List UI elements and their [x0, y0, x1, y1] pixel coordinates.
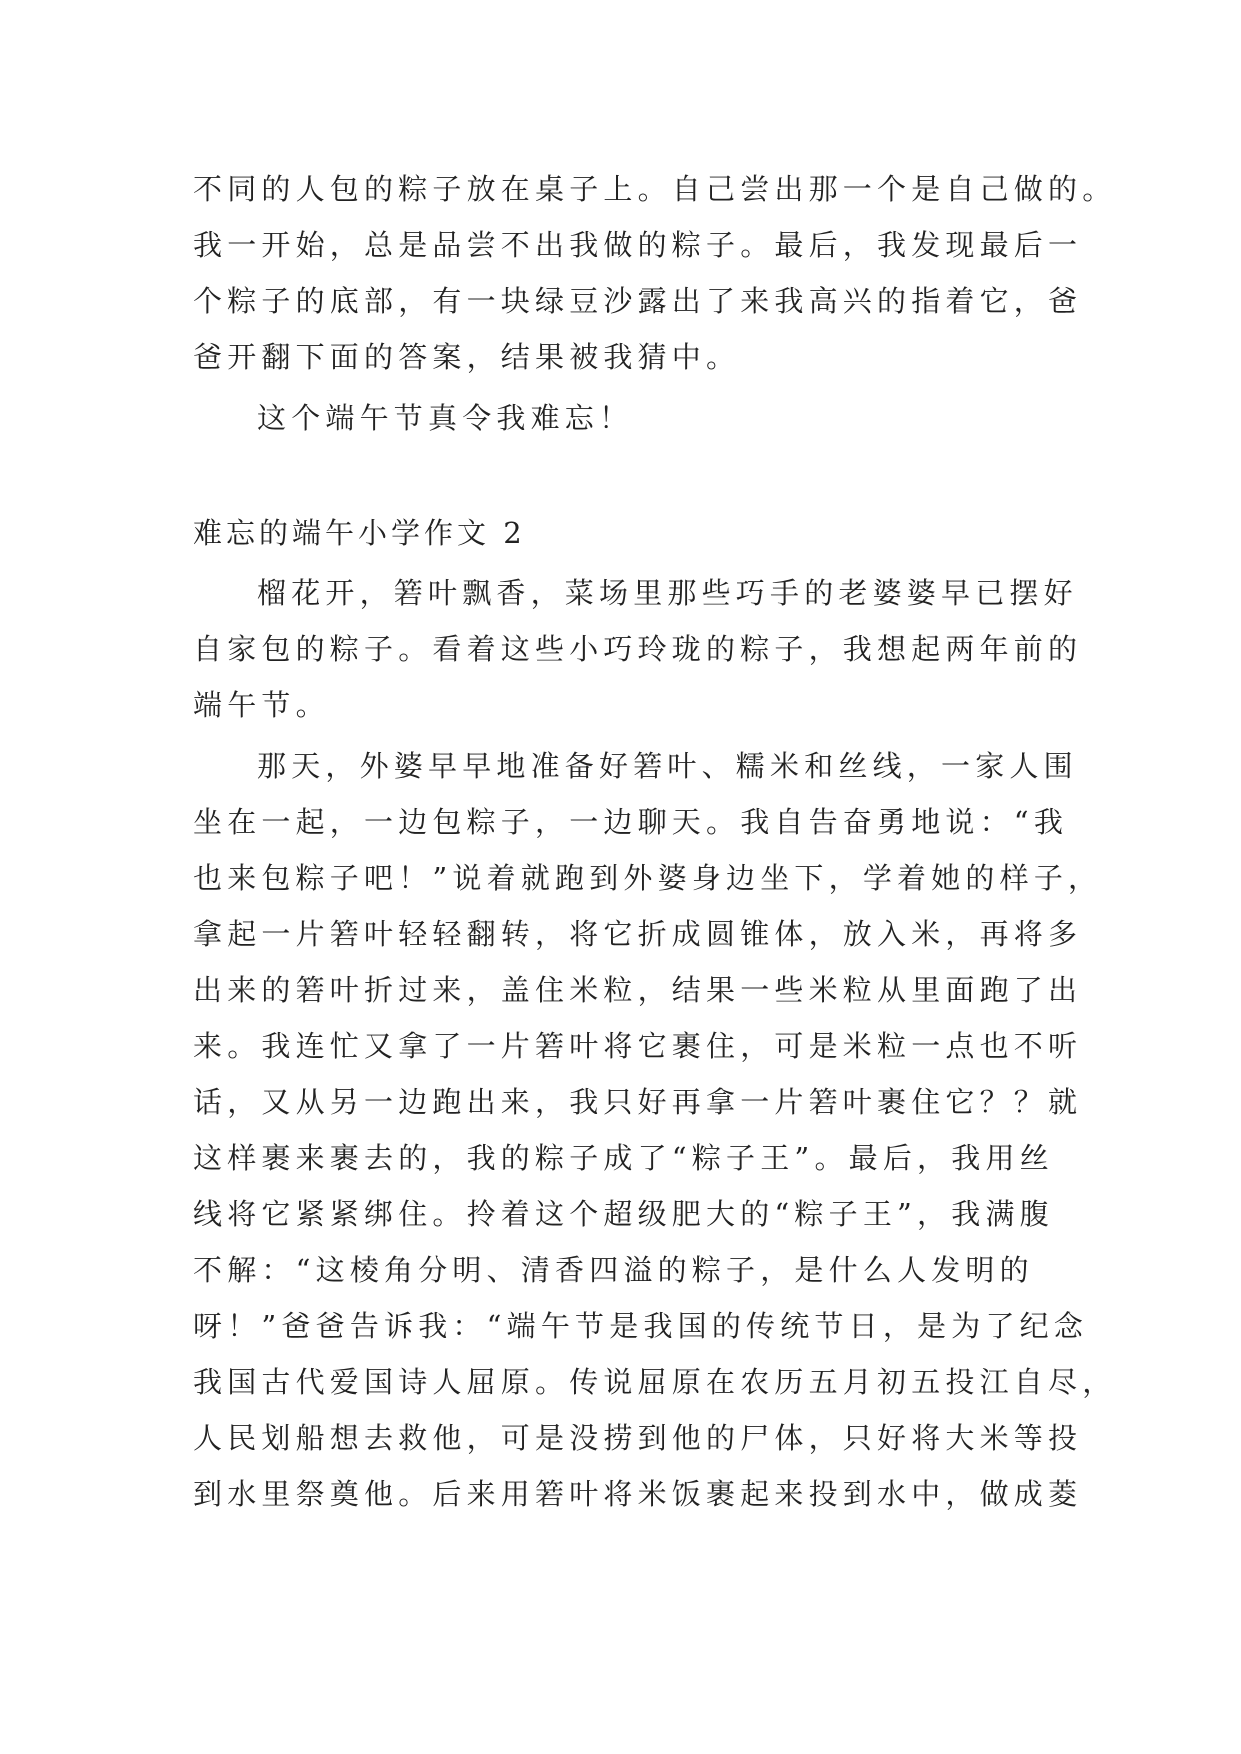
paragraph-line: 人民划船想去救他，可是没捞到他的尸体，只好将大米等投	[193, 1421, 1083, 1455]
paragraph-line: 话，又从另一边跑出来，我只好再拿一片箬叶裹住它？？就	[193, 1085, 1083, 1119]
paragraph-line: 个粽子的底部，有一块绿豆沙露出了来我高兴的指着它，爸	[193, 284, 1083, 318]
paragraph-line: 这个端午节真令我难忘！	[257, 401, 634, 435]
paragraph-line: 端午节。	[193, 688, 330, 722]
paragraph-line: 那天，外婆早早地准备好箬叶、糯米和丝线，一家人围	[257, 749, 1078, 783]
paragraph-line: 不同的人包的粽子放在桌子上。自己尝出那一个是自己做的。	[193, 172, 1117, 206]
paragraph-line: 这样裹来裹去的，我的粽子成了“粽子王”。最后，我用丝	[193, 1141, 1054, 1175]
paragraph-line: 线将它紧紧绑住。拎着这个超级肥大的“粽子王”，我满腹	[193, 1197, 1054, 1231]
paragraph-line: 我一开始，总是品尝不出我做的粽子。最后，我发现最后一	[193, 228, 1083, 262]
paragraph-line: 自家包的粽子。看着这些小巧玲珑的粽子，我想起两年前的	[193, 632, 1083, 666]
section-title: 难忘的端午小学作文 2	[193, 516, 526, 550]
paragraph-line: 不解：“这棱角分明、清香四溢的粽子，是什么人发明的	[193, 1253, 1034, 1287]
paragraph-line: 爸开翻下面的答案，结果被我猜中。	[193, 340, 741, 374]
paragraph-line: 拿起一片箬叶轻轻翻转，将它折成圆锥体，放入米，再将多	[193, 917, 1083, 951]
paragraph-line: 榴花开，箬叶飘香，菜场里那些巧手的老婆婆早已摆好	[257, 576, 1078, 610]
paragraph-line: 我国古代爱国诗人屈原。传说屈原在农历五月初五投江自尽，	[193, 1365, 1117, 1399]
paragraph-line: 出来的箬叶折过来，盖住米粒，结果一些米粒从里面跑了出	[193, 973, 1083, 1007]
paragraph-line: 呀！”爸爸告诉我：“端午节是我国的传统节日，是为了纪念	[193, 1309, 1089, 1343]
paragraph-line: 来。我连忙又拿了一片箬叶将它裹住，可是米粒一点也不听	[193, 1029, 1083, 1063]
paragraph-line: 到水里祭奠他。后来用箬叶将米饭裹起来投到水中，做成菱	[193, 1477, 1083, 1511]
paragraph-line: 也来包粽子吧！”说着就跑到外婆身边坐下，学着她的样子，	[193, 861, 1103, 895]
paragraph-line: 坐在一起，一边包粽子，一边聊天。我自告奋勇地说：“我	[193, 805, 1069, 839]
